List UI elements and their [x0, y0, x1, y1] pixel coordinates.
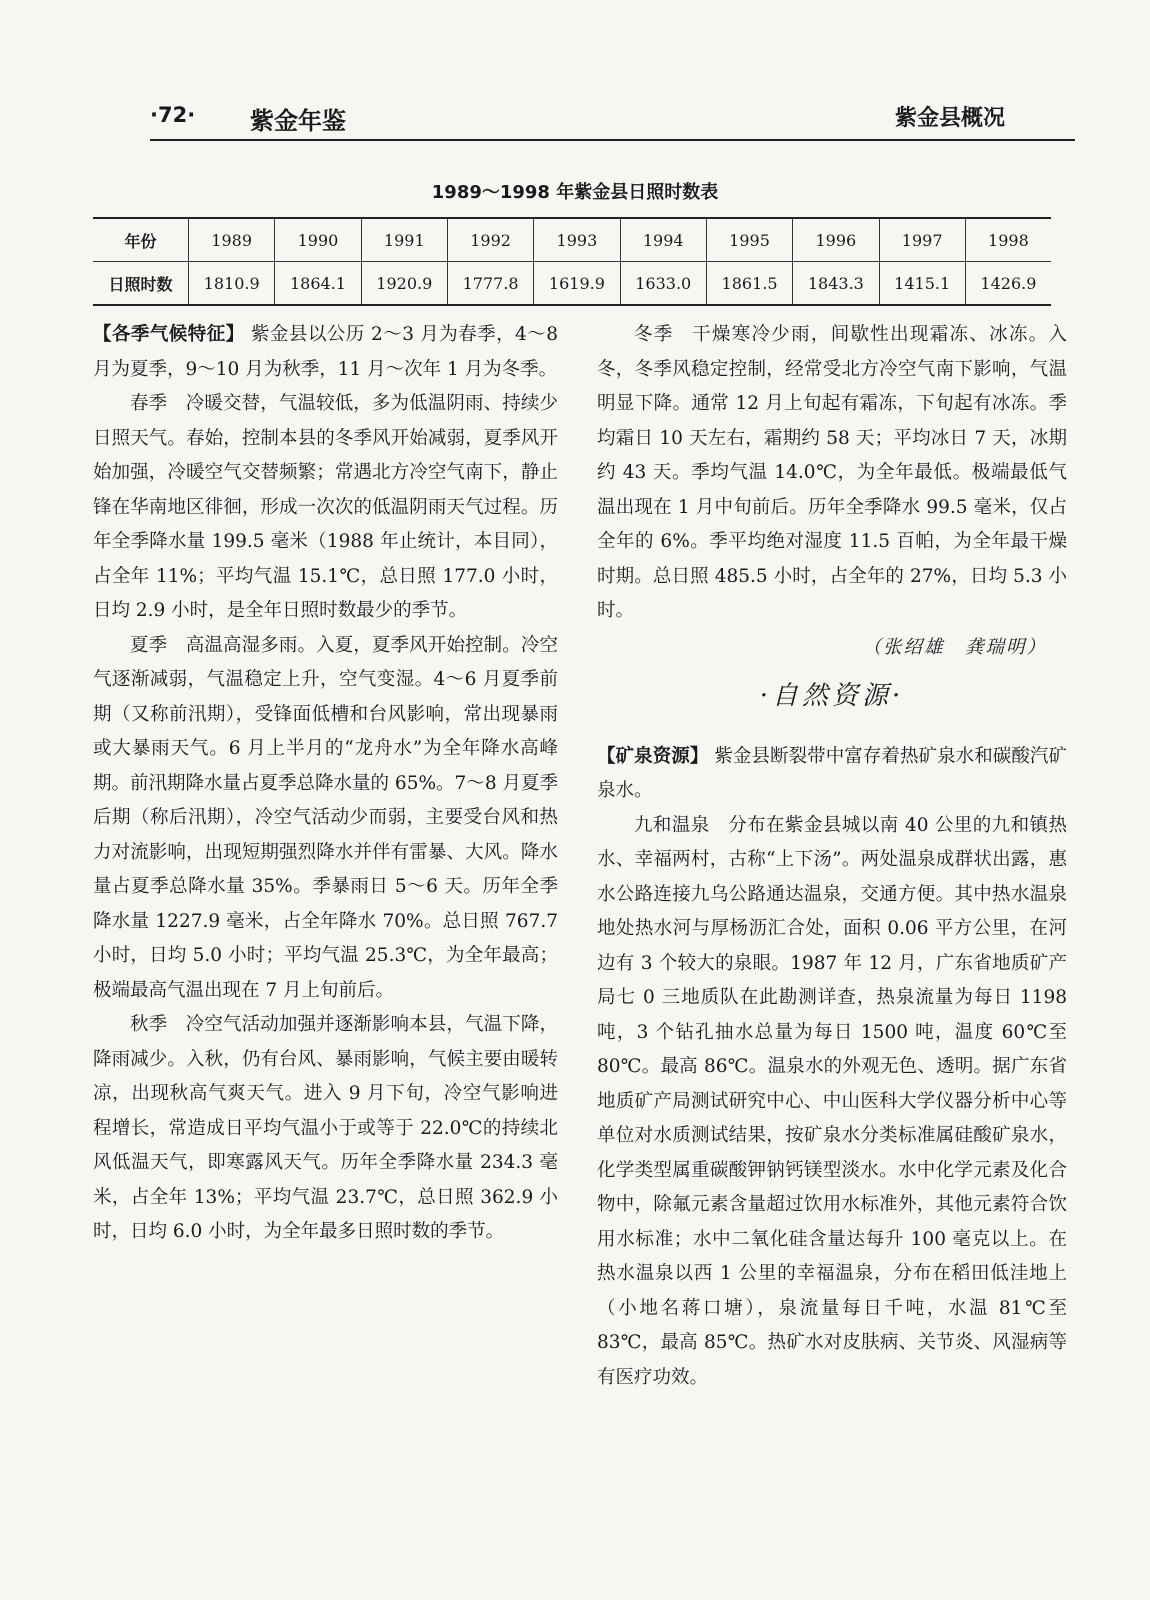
- climate-paragraph: [93, 318, 558, 387]
- table-cell: 1864.1: [275, 262, 361, 306]
- page-header: [150, 103, 1075, 141]
- table-cell: 1992: [447, 218, 533, 262]
- table-cell: 1920.9: [361, 262, 447, 306]
- autumn-text: 冷空气活动加强并逐渐影响本县，气温下降，降雨减少。入秋，仍有台风、暴雨影响，气候主要由暖转凉，出现秋高气爽天气。进入 9 月下旬，冷空气影响进程增长，常造成日平均气温小于或等于 22.0℃的持续北风低温天气，即寒露风天气。历年全季降水量 234.3 毫米，占全年 13%；平均气温 23.7℃，总日照 362.9 小时，日均 6.0 小时，为全年最多日照时数的季节。: [93, 1014, 558, 1242]
- table-cell: 1997: [879, 218, 965, 262]
- book-title: 紫金年鉴: [250, 107, 346, 135]
- table-row-years: [93, 218, 1051, 262]
- left-column: [93, 318, 558, 1250]
- winter-term: 冬季: [634, 324, 674, 345]
- sunshine-table: [93, 217, 1051, 306]
- jiuhe-term: 九和温泉: [634, 814, 710, 836]
- page-number: ·72·: [150, 103, 196, 127]
- mineral-paragraph: [597, 740, 1067, 809]
- table-cell: 1426.9: [965, 262, 1051, 306]
- table-cell: 1991: [361, 218, 447, 262]
- jiuhe-paragraph: [597, 809, 1067, 1396]
- table-cell: 1994: [620, 218, 706, 262]
- table-cell: 1777.8: [447, 262, 533, 306]
- table-cell: 1633.0: [620, 262, 706, 306]
- table-cell: 1415.1: [879, 262, 965, 306]
- autumn-term: 秋季: [130, 1014, 168, 1035]
- winter-paragraph: [597, 318, 1067, 629]
- right-column: [597, 318, 1067, 1395]
- table-cell: 1861.5: [706, 262, 792, 306]
- mineral-intro: 紫金县断裂带中富存着热矿泉水和碳酸汽矿泉水。: [597, 745, 1067, 801]
- table-cell: 1619.9: [534, 262, 620, 306]
- table-cell: 1810.9: [189, 262, 275, 306]
- table-caption: 1989～1998 年紫金县日照时数表: [431, 182, 719, 203]
- table-cell: 1995: [706, 218, 792, 262]
- row-label-years: 年份: [93, 218, 189, 262]
- mineral-heading: 【矿泉资源】: [597, 745, 709, 767]
- summer-text: 高温高湿多雨。入夏，夏季风开始控制。冷空气逐渐减弱，气温稳定上升，空气变湿。4～6 月夏季前期（又称前汛期），受锋面低槽和台风影响，常出现暴雨或大暴雨天气。6 月上半月的“龙舟水”为全年降水高峰期。前汛期降水量占夏季总降水量的 65%。7～8 月夏季后期（称后汛期），冷空气活动少而弱，主要受台风和热力对流影响，出现短期强烈降水并伴有雷暴、大风。降水量占夏季总降水量 35%。季暴雨日 5～6 天。历年全季降水量 1227.9 毫米，占全年降水 70%。总日照 767.7 小时，日均 5.0 小时；平均气温 25.3℃，为全年最高；极端最高气温出现在 7 月上旬前后。: [93, 634, 558, 1001]
- section-title: 紫金县概况: [894, 106, 1005, 131]
- winter-text: 干燥寒冷少雨，间歇性出现霜冻、冰冻。入冬，冬季风稳定控制，经常受北方冷空气南下影响，气温明显下降。通常 12 月上旬起有霜冻，下旬起有冰冻。季均霜日 10 天左右，霜期约 58 天；平均冰日 7 天，冰期约 43 天。季均气温 14.0℃，为全年最低。极端最低气温出现在 1 月中旬前后。历年全季降水 99.5 毫米，仅占全年的 6%。季平均绝对湿度 11.5 百帕，为全年最干燥时期。总日照 485.5 小时，占全年的 27%，日均 5.3 小时。: [597, 324, 1067, 621]
- authors: （张绍雄 龚瑞明）: [862, 636, 1047, 658]
- section-heading: ·自然资源·: [759, 681, 905, 711]
- table-cell: 1998: [965, 218, 1051, 262]
- table-cell: 1990: [275, 218, 361, 262]
- table-cell: 1843.3: [793, 262, 879, 306]
- climate-intro: 紫金县以公历 2～3 月为春季，4～8 月为夏季，9～10 月为秋季，11 月～次年 1 月为冬季。: [93, 324, 558, 380]
- spring-text: 冷暖交替，气温较低，多为低温阴雨、持续少日照天气。春始，控制本县的冬季风开始减弱，夏季风开始加强，冷暖空气交替频繁；常遇北方冷空气南下，静止锋在华南地区徘徊，形成一次次的低温阴雨天气过程。历年全季降水量 199.5 毫米（1988 年止统计，本目同），占全年 11%；平均气温 15.1℃，总日照 177.0 小时，日均 2.9 小时，是全年日照时数最少的季节。: [93, 393, 558, 621]
- autumn-paragraph: [93, 1008, 558, 1250]
- jiuhe-text: 分布在紫金县城以南 40 公里的九和镇热水、幸福两村，古称“上下汤”。两处温泉成群状出露，惠水公路连接九乌公路通达温泉，交通方便。其中热水温泉地处热水河与厚杨沥汇合处，面积 0.06 平方公里，在河边有 3 个较大的泉眼。1987 年 12 月，广东省地质矿产局七 0 三地质队在此勘测详查，热泉流量为每日 1198 吨，3 个钻孔抽水总量为每日 1500 吨，温度 60℃至 80℃。最高 86℃。温泉水的外观无色、透明。据广东省地质矿产局测试研究中心、中山医科大学仪器分析中心等单位对水质测试结果，按矿泉水分类标准属硅酸矿泉水，化学类型属重碳酸钾钠钙镁型淡水。水中化学元素及化合物中，除氟元素含量超过饮用水标准外，其他元素符合饮用水标准；水中二氧化硅含量达每升 100 毫克以上。在热水温泉以西 1 公里的幸福温泉，分布在稻田低洼地上（小地名蒋口塘），泉流量每日千吨，水温 81℃至 83℃，最高 85℃。热矿水对皮肤病、关节炎、风湿病等有医疗功效。: [597, 814, 1067, 1388]
- table-cell: 1993: [534, 218, 620, 262]
- table-cell: 1996: [793, 218, 879, 262]
- summer-paragraph: [93, 629, 558, 1009]
- table-row-hours: [93, 262, 1051, 306]
- spring-term: 春季: [130, 393, 168, 414]
- row-label-hours: 日照时数: [93, 262, 189, 306]
- spring-paragraph: [93, 387, 558, 629]
- summer-term: 夏季: [130, 634, 168, 656]
- table-cell: 1989: [189, 218, 275, 262]
- climate-heading: 【各季气候特征】: [93, 324, 245, 345]
